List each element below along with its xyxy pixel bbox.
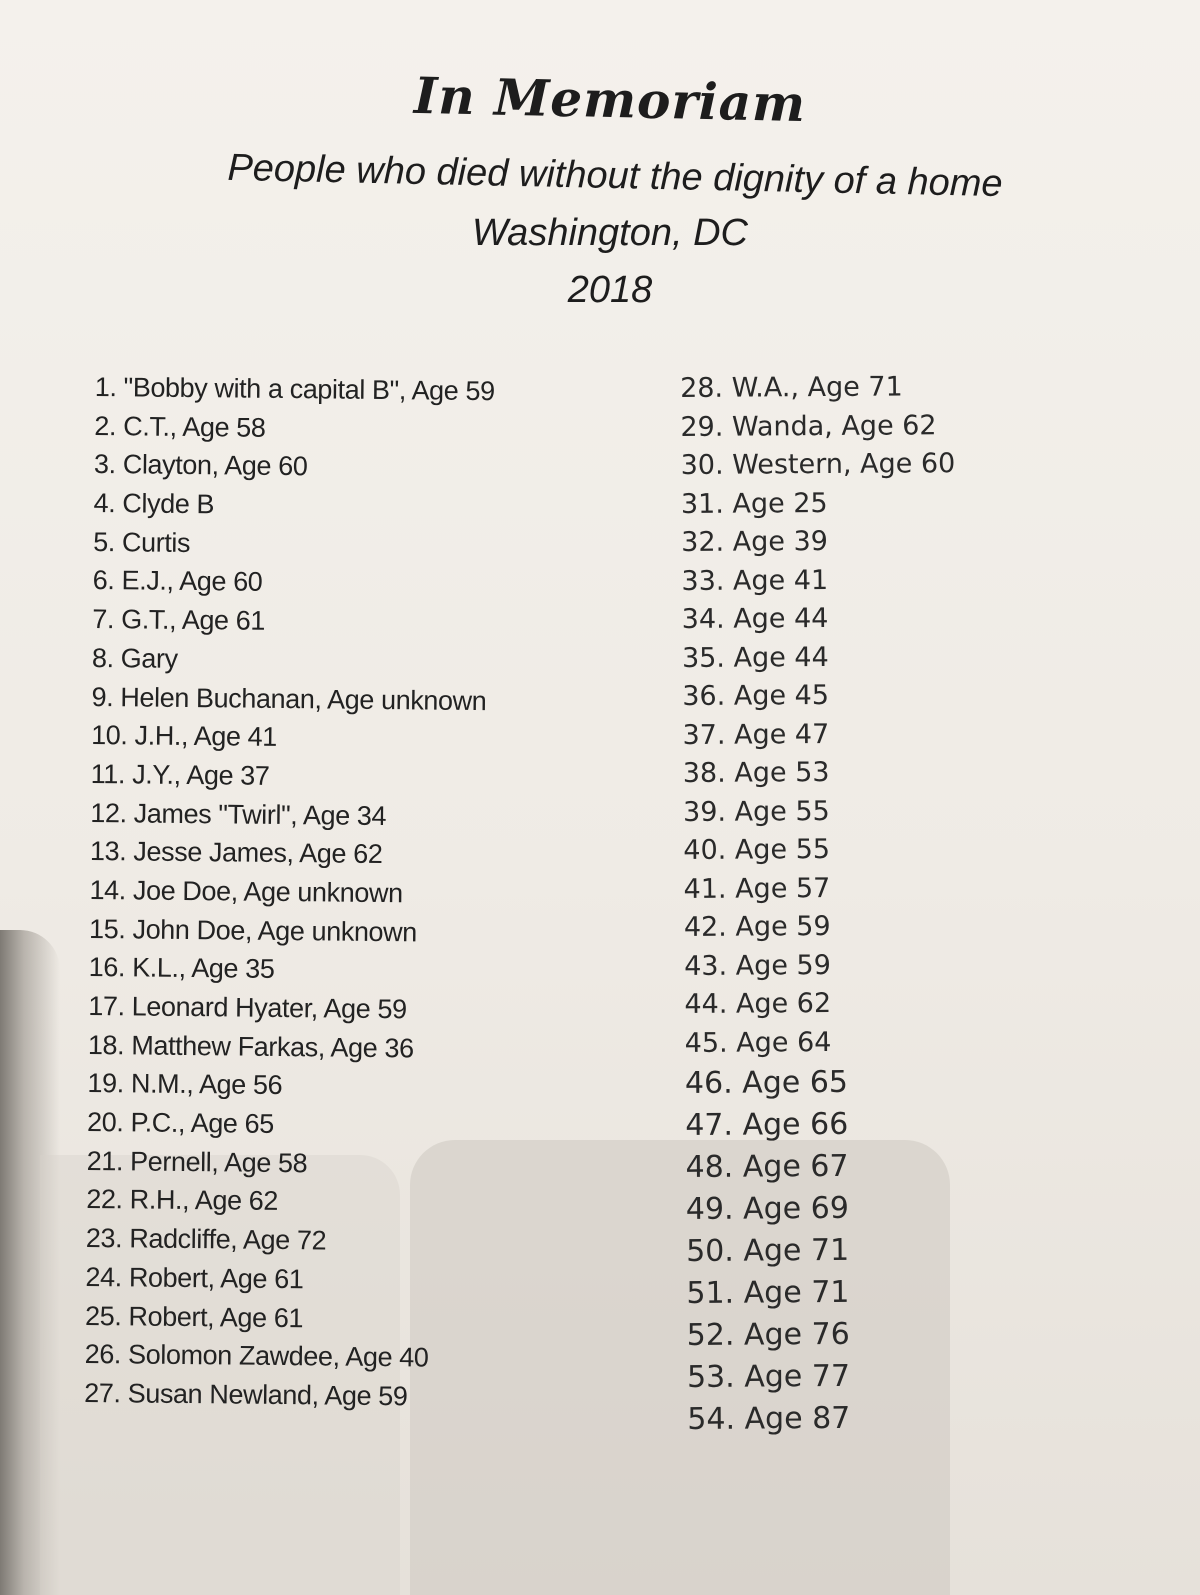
list-item: 8. Gary	[91, 642, 178, 674]
list-item: 17. Leonard Hyater, Age 59	[88, 990, 407, 1025]
list-item: 47. Age 66	[685, 1106, 849, 1143]
list-item: 40. Age 55	[683, 833, 831, 866]
list-item: 44. Age 62	[684, 987, 832, 1020]
list-item: 32. Age 39	[681, 525, 828, 558]
list-item: 16. K.L., Age 35	[88, 952, 275, 985]
list-item: 46. Age 65	[684, 1064, 849, 1101]
list-item: 54. Age 87	[687, 1400, 851, 1437]
list-item: 20. P.C., Age 65	[86, 1107, 275, 1139]
list-item: 4. Clyde B	[93, 488, 215, 520]
list-item: 51. Age 71	[686, 1274, 850, 1311]
list-item: 22. R.H., Age 62	[86, 1184, 279, 1217]
list-item: 3. Clayton, Age 60	[93, 449, 308, 482]
list-item: 39. Age 55	[682, 795, 830, 828]
list-item: 12. James "Twirl", Age 34	[90, 797, 387, 831]
list-item: 43. Age 59	[684, 949, 831, 982]
list-item: 6. E.J., Age 60	[92, 565, 263, 598]
list-item: 14. Joe Doe, Age unknown	[89, 874, 403, 909]
names-list-left	[84, 368, 595, 1418]
list-item: 10. J.H., Age 41	[90, 720, 278, 753]
list-item: 2. C.T., Age 58	[94, 410, 266, 443]
list-item: 37. Age 47	[682, 718, 830, 751]
list-item: 9. Helen Buchanan, Age unknown	[91, 681, 487, 716]
page-title: In Memoriam	[413, 65, 807, 134]
list-item: 19. N.M., Age 56	[87, 1068, 283, 1101]
names-list-right	[680, 367, 1087, 1441]
list-item: 52. Age 76	[686, 1316, 850, 1353]
list-item: 25. Robert, Age 61	[84, 1300, 304, 1333]
list-item: 29. Wanda, Age 62	[680, 409, 937, 443]
list-item: 42. Age 59	[683, 910, 831, 943]
list-item: 34. Age 44	[681, 602, 829, 635]
list-item: 35. Age 44	[681, 641, 829, 674]
list-item: 28. W.A., Age 71	[680, 371, 903, 404]
list-item: 36. Age 45	[682, 679, 830, 712]
list-item: 7. G.T., Age 61	[92, 604, 266, 636]
list-item: 45. Age 64	[684, 1026, 832, 1059]
list-item: 33. Age 41	[681, 564, 829, 597]
list-item: 41. Age 57	[683, 872, 831, 905]
list-item: 24. Robert, Age 61	[85, 1261, 304, 1295]
list-item: 5. Curtis	[93, 526, 191, 558]
list-item: 27. Susan Newland, Age 59	[84, 1377, 408, 1412]
list-item: 26. Solomon Zawdee, Age 40	[84, 1339, 429, 1373]
list-item: 31. Age 25	[680, 487, 828, 520]
list-item: 30. Western, Age 60	[680, 448, 956, 481]
list-item: 53. Age 77	[686, 1358, 851, 1395]
list-item: 48. Age 67	[685, 1148, 849, 1185]
list-item: 15. John Doe, Age unknown	[88, 913, 418, 948]
year-line: 2018	[567, 269, 653, 311]
list-item: 18. Matthew Farkas, Age 36	[87, 1029, 414, 1064]
document-header	[0, 65, 1200, 312]
list-item: 23. Radcliffe, Age 72	[85, 1223, 327, 1256]
page-subtitle: People who died without the dignity of a home	[226, 146, 1004, 206]
list-item: 50. Age 71	[686, 1232, 850, 1269]
location-line: Washington, DC	[472, 212, 748, 254]
list-item: 1. "Bobby with a capital B", Age 59	[94, 371, 495, 407]
list-item: 11. J.Y., Age 37	[90, 758, 270, 791]
list-item: 49. Age 69	[685, 1190, 849, 1227]
list-item: 13. Jesse James, Age 62	[89, 836, 383, 870]
list-item: 21. Pernell, Age 58	[86, 1145, 308, 1179]
list-item: 38. Age 53	[682, 756, 830, 789]
